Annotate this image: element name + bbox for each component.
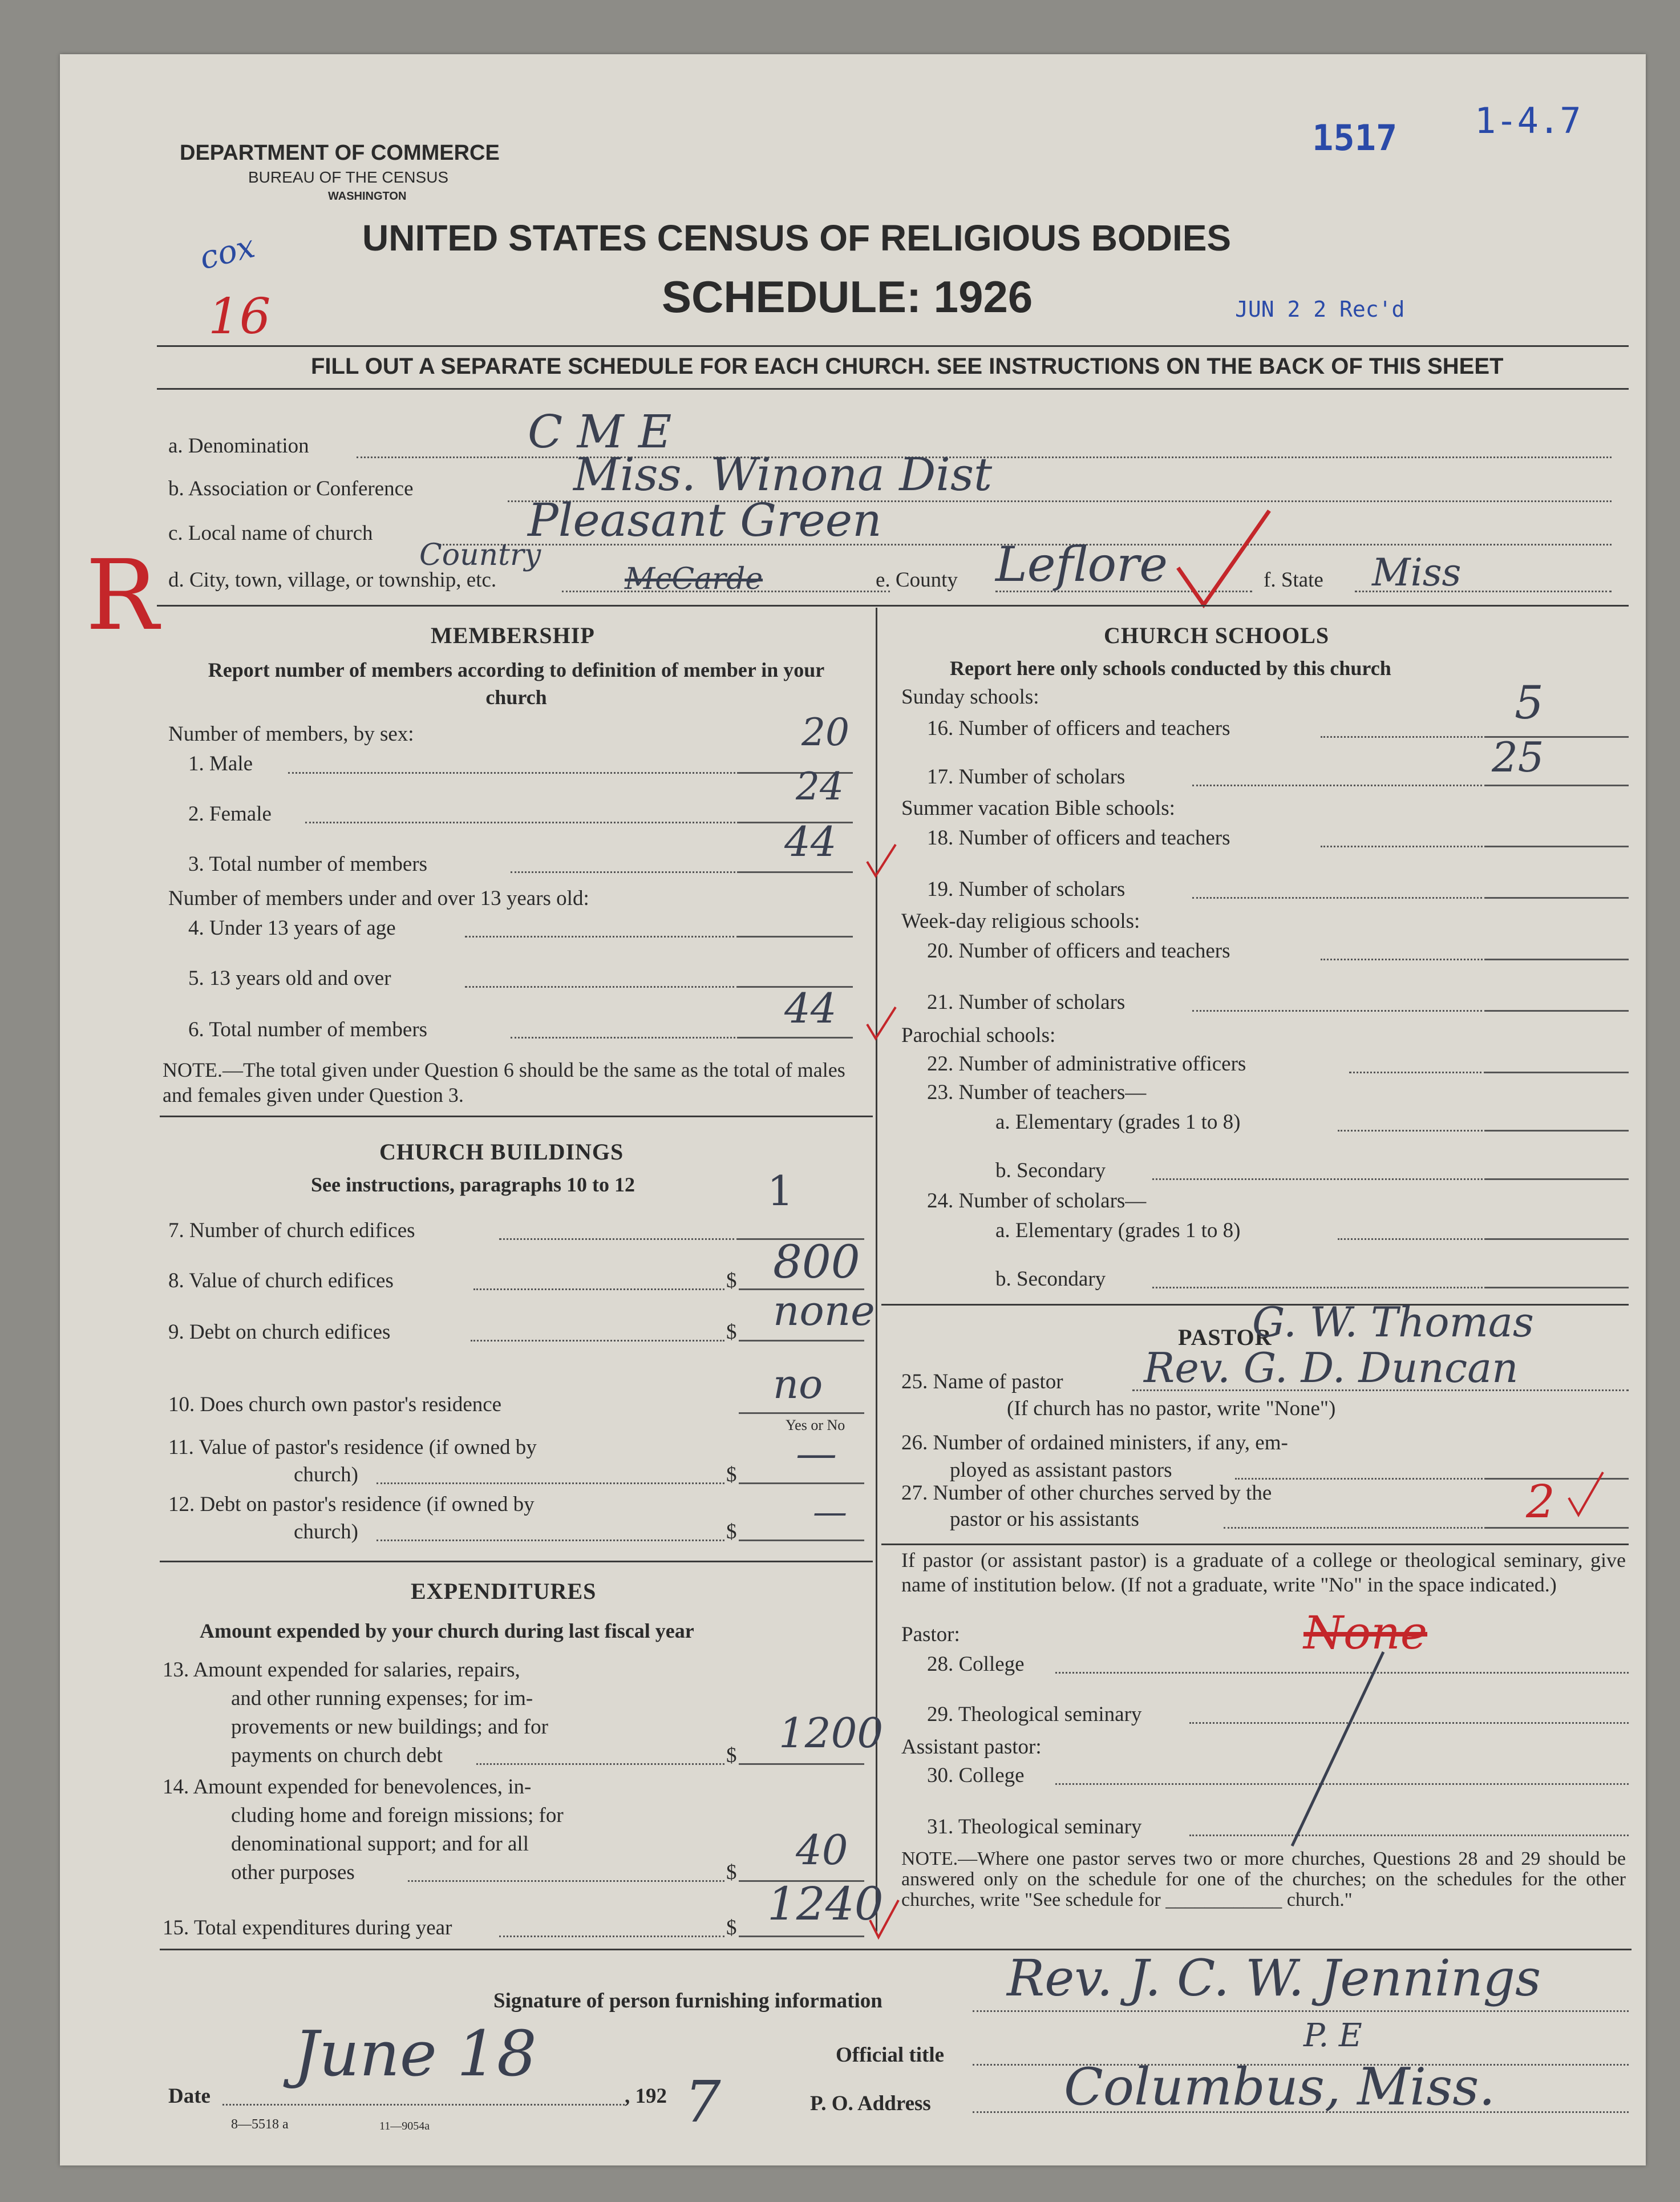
q26-label: 26. Number of ordained ministers, if any, em-: [901, 1431, 1288, 1454]
church-name-label: c. Local name of church: [168, 522, 373, 545]
q5-line: [465, 986, 739, 988]
bureau-name: BUREAU OF THE CENSUS: [248, 168, 449, 186]
fields-rule: [157, 605, 1629, 607]
q2-line: [305, 822, 739, 823]
q6-check-mark-icon: [864, 1004, 898, 1044]
q3-value: 44: [784, 818, 837, 866]
county-label: e. County: [876, 568, 958, 592]
q17-label: 17. Number of scholars: [927, 765, 1126, 789]
q17-value: 25: [1492, 733, 1544, 781]
census-form-page: [60, 54, 1646, 2165]
q25-label: 25. Name of pastor: [901, 1370, 1063, 1393]
expenditures-sub: Amount expended by your church during last fiscal year: [200, 1619, 694, 1642]
print-number: 11—9054a: [379, 2120, 430, 2132]
buildings-heading: CHURCH BUILDINGS: [379, 1139, 624, 1165]
q3-check-mark-icon: [864, 842, 898, 882]
q24b-answer-line: [1486, 1287, 1629, 1288]
pastor-subheading: Pastor:: [901, 1623, 960, 1646]
q12-label: 12. Debt on pastor's residence (if owned by: [168, 1493, 535, 1516]
q29-line: [1189, 1722, 1629, 1724]
q25-value: Rev. G. D. Duncan: [1144, 1344, 1519, 1392]
q27-label-cont: pastor or his assistants: [950, 1508, 1139, 1531]
year-prefix: , 192: [625, 2084, 667, 2108]
q23-label: 23. Number of teachers—: [927, 1081, 1147, 1104]
county-value: Leflore: [995, 536, 1168, 592]
q28-label: 28. College: [927, 1652, 1025, 1676]
handwritten-slash-mark: [1286, 1646, 1389, 1852]
q15-answer-line: [739, 1936, 864, 1937]
schedule-title: SCHEDULE: 1926: [662, 272, 1033, 322]
q11-answer-line: [739, 1482, 864, 1484]
received-date-stamp: JUN 2 2 Rec'd: [1235, 297, 1405, 322]
city-struck-value: McCarde: [625, 562, 763, 596]
q2-value: 24: [796, 765, 844, 809]
q31-label: 31. Theological seminary: [927, 1815, 1142, 1839]
q3-line: [511, 871, 739, 873]
buildings-rule: [160, 1561, 873, 1562]
city-name: WASHINGTON: [328, 190, 407, 203]
q18-line: [1321, 846, 1486, 847]
q11-value: —: [796, 1429, 837, 1477]
date-line: [222, 2104, 625, 2106]
q16-label: 16. Number of officers and teachers: [927, 717, 1230, 740]
q13-label-4: payments on church debt: [231, 1744, 443, 1767]
q12-value: —: [813, 1492, 847, 1532]
q13-label: 13. Amount expended for salaries, repairs,: [163, 1658, 520, 1682]
q15-line: [499, 1936, 724, 1937]
q22-label: 22. Number of administrative officers: [927, 1052, 1246, 1076]
q8-value: 800: [773, 1235, 860, 1288]
date-label: Date: [168, 2084, 210, 2108]
q21-label: 21. Number of scholars: [927, 991, 1126, 1014]
q24b-label: b. Secondary: [995, 1267, 1106, 1291]
q27-answer-line: [1486, 1527, 1629, 1529]
q14-dollar: $: [726, 1861, 737, 1884]
q21-answer-line: [1486, 1010, 1629, 1012]
q10-value: no: [773, 1361, 823, 1408]
q15-label: 15. Total expenditures during year: [163, 1916, 452, 1940]
q16-line: [1321, 736, 1486, 738]
q7-label: 7. Number of church edifices: [168, 1219, 415, 1242]
corner-number: 1-4.7: [1475, 100, 1581, 142]
q23a-label: a. Elementary (grades 1 to 8): [995, 1110, 1241, 1134]
q11-label-cont: church): [294, 1463, 358, 1486]
q12-line: [377, 1540, 724, 1541]
q7-line: [499, 1238, 739, 1240]
q13-answer-line: [739, 1763, 864, 1765]
q13-label-3: provements or new buildings; and for: [231, 1715, 548, 1739]
q6-label: 6. Total number of members: [188, 1018, 428, 1041]
expenditures-heading: EXPENDITURES: [411, 1578, 597, 1604]
q26-label-cont: ployed as assistant pastors: [950, 1458, 1172, 1482]
q15-check-mark-icon: [867, 1897, 901, 1943]
signature-line: [973, 2010, 1629, 2012]
q23b-label: b. Secondary: [995, 1159, 1106, 1182]
pastor-name-overwrite: G. W. Thomas: [1252, 1298, 1534, 1346]
q14-label-3: denominational support; and for all: [231, 1832, 529, 1856]
check-mark-icon: [1172, 505, 1275, 613]
q23a-answer-line: [1486, 1130, 1629, 1132]
q24-label: 24. Number of scholars—: [927, 1189, 1147, 1213]
q29-label: 29. Theological seminary: [927, 1703, 1142, 1726]
q22-line: [1349, 1072, 1486, 1073]
q27-label: 27. Number of other churches served by the: [901, 1481, 1272, 1505]
q11-label: 11. Value of pastor's residence (if owned by: [168, 1436, 537, 1459]
q20-line: [1321, 959, 1486, 960]
denomination-value: C M E: [528, 405, 672, 458]
pastor-rule: [881, 1544, 1629, 1545]
q10-answer-line: [739, 1412, 864, 1414]
q16-value: 5: [1515, 676, 1544, 729]
q21-line: [1192, 1010, 1486, 1012]
q1-line: [288, 772, 739, 774]
q28-value: None: [1303, 1606, 1428, 1659]
q5-label: 5. 13 years old and over: [188, 967, 391, 990]
parochial-schools-label: Parochial schools:: [901, 1024, 1056, 1047]
q17-line: [1192, 785, 1486, 786]
q9-value: none: [773, 1287, 875, 1335]
schools-sub: Report here only schools conducted by this church: [950, 657, 1391, 680]
membership-intro: Report number of members according to definition of member in your church: [208, 658, 825, 709]
pastor-note: NOTE.—Where one pastor serves two or more churches, Questions 28 and 29 should be answered only on the schedule for one of the churches; on the schedules for the other churches, write "See schedule for ____________ church.": [901, 1848, 1626, 1910]
official-title-label: Official title: [836, 2043, 945, 2067]
q19-line: [1192, 897, 1486, 899]
q30-label: 30. College: [927, 1764, 1025, 1787]
year-digit: 7: [685, 2068, 721, 2135]
q23b-answer-line: [1486, 1178, 1629, 1180]
q2-label: 2. Female: [188, 802, 272, 826]
q26-line: [1235, 1478, 1486, 1480]
by-age-label: Number of members under and over 13 years old:: [168, 887, 589, 910]
q12-dollar: $: [726, 1520, 737, 1544]
q11-line: [377, 1482, 724, 1484]
q13-line: [476, 1763, 724, 1765]
by-sex-label: Number of members, by sex:: [168, 722, 414, 746]
denomination-label: a. Denomination: [168, 434, 309, 458]
q24a-line: [1338, 1238, 1486, 1240]
state-value: Miss: [1372, 551, 1462, 595]
form-number: 8—5518 a: [231, 2117, 289, 2132]
date-value: June 18: [294, 2017, 537, 2090]
q20-label: 20. Number of officers and teachers: [927, 939, 1230, 963]
po-address-value: Columbus, Miss.: [1064, 2057, 1496, 2117]
q13-value: 1200: [779, 1709, 884, 1757]
city-label: d. City, town, village, or township, etc.: [168, 568, 497, 592]
q27-check-mark-icon: [1566, 1469, 1606, 1521]
instruction-banner: FILL OUT A SEPARATE SCHEDULE FOR EACH CHURCH. SEE INSTRUCTIONS ON THE BACK OF THIS SHEET: [311, 354, 1504, 379]
official-title-value: P. E: [1303, 2017, 1362, 2054]
q14-value: 40: [796, 1826, 848, 1874]
q13-dollar: $: [726, 1744, 737, 1767]
q27-line: [1224, 1527, 1486, 1529]
q3-answer-line: [739, 871, 853, 873]
q14-label: 14. Amount expended for benevolences, in-: [163, 1775, 532, 1799]
q18-answer-line: [1486, 846, 1629, 847]
r-mark-annotation: R: [86, 539, 159, 652]
q10-label: 10. Does church own pastor's residence: [168, 1393, 502, 1416]
q8-label: 8. Value of church edifices: [168, 1269, 394, 1292]
q24b-line: [1152, 1287, 1486, 1288]
buildings-sub: See instructions, paragraphs 10 to 12: [311, 1173, 635, 1196]
q27-value: 2: [1526, 1475, 1555, 1528]
weekday-schools-label: Week-day religious schools:: [901, 910, 1140, 933]
department-name: DEPARTMENT OF COMMERCE: [180, 141, 500, 165]
q24a-label: a. Elementary (grades 1 to 8): [995, 1219, 1241, 1242]
q4-label: 4. Under 13 years of age: [188, 916, 396, 940]
header-rule: [157, 345, 1629, 347]
q11-dollar: $: [726, 1463, 737, 1486]
banner-rule: [157, 388, 1629, 390]
q12-answer-line: [739, 1540, 864, 1541]
po-address-label: P. O. Address: [810, 2092, 931, 2115]
q22-answer-line: [1486, 1072, 1629, 1073]
q14-label-2: cluding home and foreign missions; for: [231, 1804, 564, 1827]
assistant-pastor-subheading: Assistant pastor:: [901, 1735, 1042, 1759]
q8-dollar: $: [726, 1269, 737, 1292]
membership-note: NOTE.—The total given under Question 6 should be the same as the total of males and females given under Question 3.: [163, 1058, 845, 1106]
membership-rule: [160, 1116, 873, 1117]
q23b-line: [1152, 1178, 1486, 1180]
q19-answer-line: [1486, 897, 1629, 899]
state-label: f. State: [1264, 568, 1323, 592]
q23a-line: [1338, 1130, 1486, 1132]
church-name-value: Pleasant Green: [528, 494, 882, 547]
form-title: UNITED STATES CENSUS OF RELIGIOUS BODIES: [362, 217, 1232, 258]
graduate-note: If pastor (or assistant pastor) is a graduate of a college or theological seminary, give name of institution below. (If not a graduate, write "No" in the space indicated.): [901, 1549, 1626, 1596]
signature-value: Rev. J. C. W. Jennings: [1007, 1949, 1541, 2007]
q4-line: [465, 936, 739, 938]
summer-schools-label: Summer vacation Bible schools:: [901, 797, 1175, 820]
q1-value: 20: [801, 710, 849, 754]
q25-note: (If church has no pastor, write "None"): [1007, 1397, 1336, 1420]
q14-line: [408, 1880, 724, 1882]
q15-dollar: $: [726, 1916, 737, 1940]
q19-label: 19. Number of scholars: [927, 878, 1126, 901]
association-label: b. Association or Conference: [168, 477, 414, 500]
yes-no-caption: Yes or No: [786, 1417, 845, 1433]
q1-label: 1. Male: [188, 752, 253, 775]
q14-label-4: other purposes: [231, 1861, 355, 1884]
city-value: Country: [419, 538, 541, 572]
q6-value: 44: [784, 984, 837, 1032]
q20-answer-line: [1486, 959, 1629, 960]
q13-label-2: and other running expenses; for im-: [231, 1687, 533, 1710]
membership-heading: MEMBERSHIP: [431, 623, 595, 648]
q24a-answer-line: [1486, 1238, 1629, 1240]
q9-dollar: $: [726, 1320, 737, 1344]
q8-line: [473, 1288, 724, 1290]
signature-label: Signature of person furnishing information: [493, 1989, 882, 2013]
pastor-heading: PASTOR: [1178, 1324, 1272, 1350]
q26-answer-line: [1486, 1478, 1629, 1480]
q18-label: 18. Number of officers and teachers: [927, 826, 1230, 850]
q31-line: [1189, 1835, 1629, 1836]
q12-label-cont: church): [294, 1520, 358, 1544]
q9-answer-line: [739, 1340, 864, 1342]
association-value: Miss. Winona Dist: [573, 448, 993, 501]
stamp-number: 1517: [1312, 117, 1398, 159]
q4-answer-line: [739, 936, 853, 938]
q9-line: [471, 1340, 724, 1342]
cox-annotation: cox: [196, 228, 259, 277]
q7-value: 1: [767, 1167, 794, 1215]
schools-heading: CHURCH SCHOOLS: [1104, 623, 1330, 648]
q17-answer-line: [1486, 785, 1629, 786]
q6-answer-line: [739, 1037, 853, 1039]
q6-line: [511, 1037, 739, 1039]
sunday-schools-label: Sunday schools:: [901, 685, 1039, 709]
q9-label: 9. Debt on church edifices: [168, 1320, 391, 1344]
q15-value: 1240: [767, 1877, 884, 1930]
cox-number-annotation: 16: [208, 288, 271, 345]
q3-label: 3. Total number of members: [188, 852, 428, 876]
